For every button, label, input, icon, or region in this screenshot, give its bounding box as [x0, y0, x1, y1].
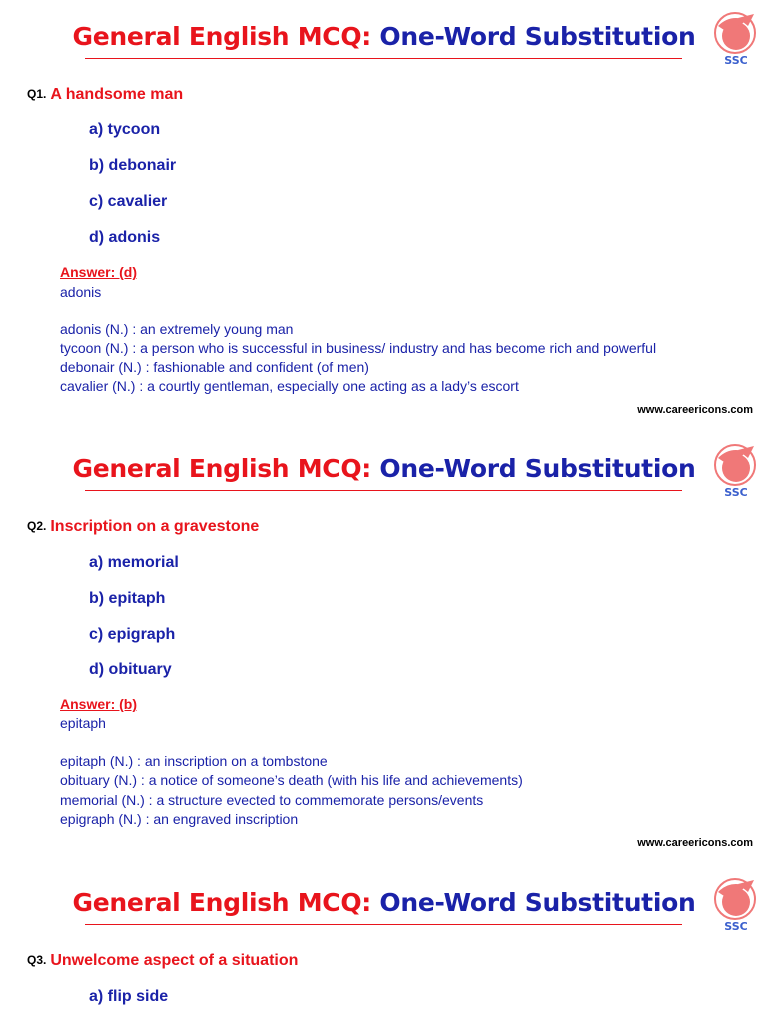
title-red: General English MCQ: — [72, 888, 371, 917]
question-row — [27, 952, 298, 970]
title-red: General English MCQ: — [72, 22, 371, 51]
website-link[interactable]: www.careericons.com — [637, 404, 753, 416]
title-blue: One-Word Substitution — [379, 454, 696, 483]
explanation-line: memorial (N.) : a structure evected to commemorate persons/events — [60, 792, 484, 808]
option-d[interactable]: d) obituary — [89, 661, 172, 678]
page-title — [0, 22, 768, 51]
svg-text:SSC: SSC — [724, 486, 748, 499]
option-a[interactable]: a) flip side — [89, 988, 169, 1005]
answer-label: Answer: (b) — [60, 696, 137, 712]
title-red: General English MCQ: — [72, 454, 371, 483]
question-row — [27, 86, 183, 104]
title-underline — [85, 58, 682, 59]
explanation-line: debonair (N.) : fashionable and confident (of men) — [60, 359, 369, 375]
explanation-line: epitaph (N.) : an inscription on a tombstone — [60, 753, 328, 769]
explanation-line: tycoon (N.) : a person who is successful in business/ industry and has become rich and powerful — [60, 340, 657, 356]
explanation-line: cavalier (N.) : a courtly gentleman, especially one acting as a lady’s escort — [60, 378, 519, 394]
answer-label: Answer: (d) — [60, 264, 137, 280]
question-text: A handsome man — [50, 86, 184, 103]
answer-word: adonis — [60, 284, 102, 300]
option-c[interactable]: c) cavalier — [89, 193, 168, 210]
option-d[interactable]: d) adonis — [89, 229, 161, 246]
page-title — [0, 888, 768, 917]
option-a[interactable]: a) tycoon — [89, 121, 161, 138]
title-underline — [85, 924, 682, 925]
svg-text:SSC: SSC — [724, 54, 748, 67]
question-text: Inscription on a gravestone — [50, 518, 260, 535]
question-text: Unwelcome aspect of a situation — [50, 952, 299, 969]
option-b[interactable]: b) epitaph — [89, 590, 166, 607]
website-link[interactable]: www.careericons.com — [637, 837, 753, 849]
question-number: Q2. — [27, 519, 47, 533]
ssc-logo-icon — [710, 10, 762, 68]
title-blue: One-Word Substitution — [379, 22, 696, 51]
page-title — [0, 454, 768, 483]
ssc-logo-icon — [710, 442, 762, 500]
title-underline — [85, 490, 682, 491]
explanation-line: epigraph (N.) : an engraved inscription — [60, 811, 299, 827]
explanation-line: adonis (N.) : an extremely young man — [60, 321, 294, 337]
question-number: Q3. — [27, 953, 47, 967]
question-row — [27, 518, 259, 536]
question-number: Q1. — [27, 87, 47, 101]
ssc-logo-icon — [710, 876, 762, 934]
option-a[interactable]: a) memorial — [89, 554, 179, 571]
svg-text:SSC: SSC — [724, 920, 748, 933]
mcq-section-2 — [0, 432, 768, 864]
title-blue: One-Word Substitution — [379, 888, 696, 917]
option-c[interactable]: c) epigraph — [89, 626, 176, 643]
option-b[interactable]: b) debonair — [89, 157, 177, 174]
answer-word: epitaph — [60, 715, 106, 731]
explanation-line: obituary (N.) : a notice of someone’s death (with his life and achievements) — [60, 772, 523, 788]
mcq-section-3 — [0, 866, 768, 1024]
mcq-section-1 — [0, 0, 768, 432]
